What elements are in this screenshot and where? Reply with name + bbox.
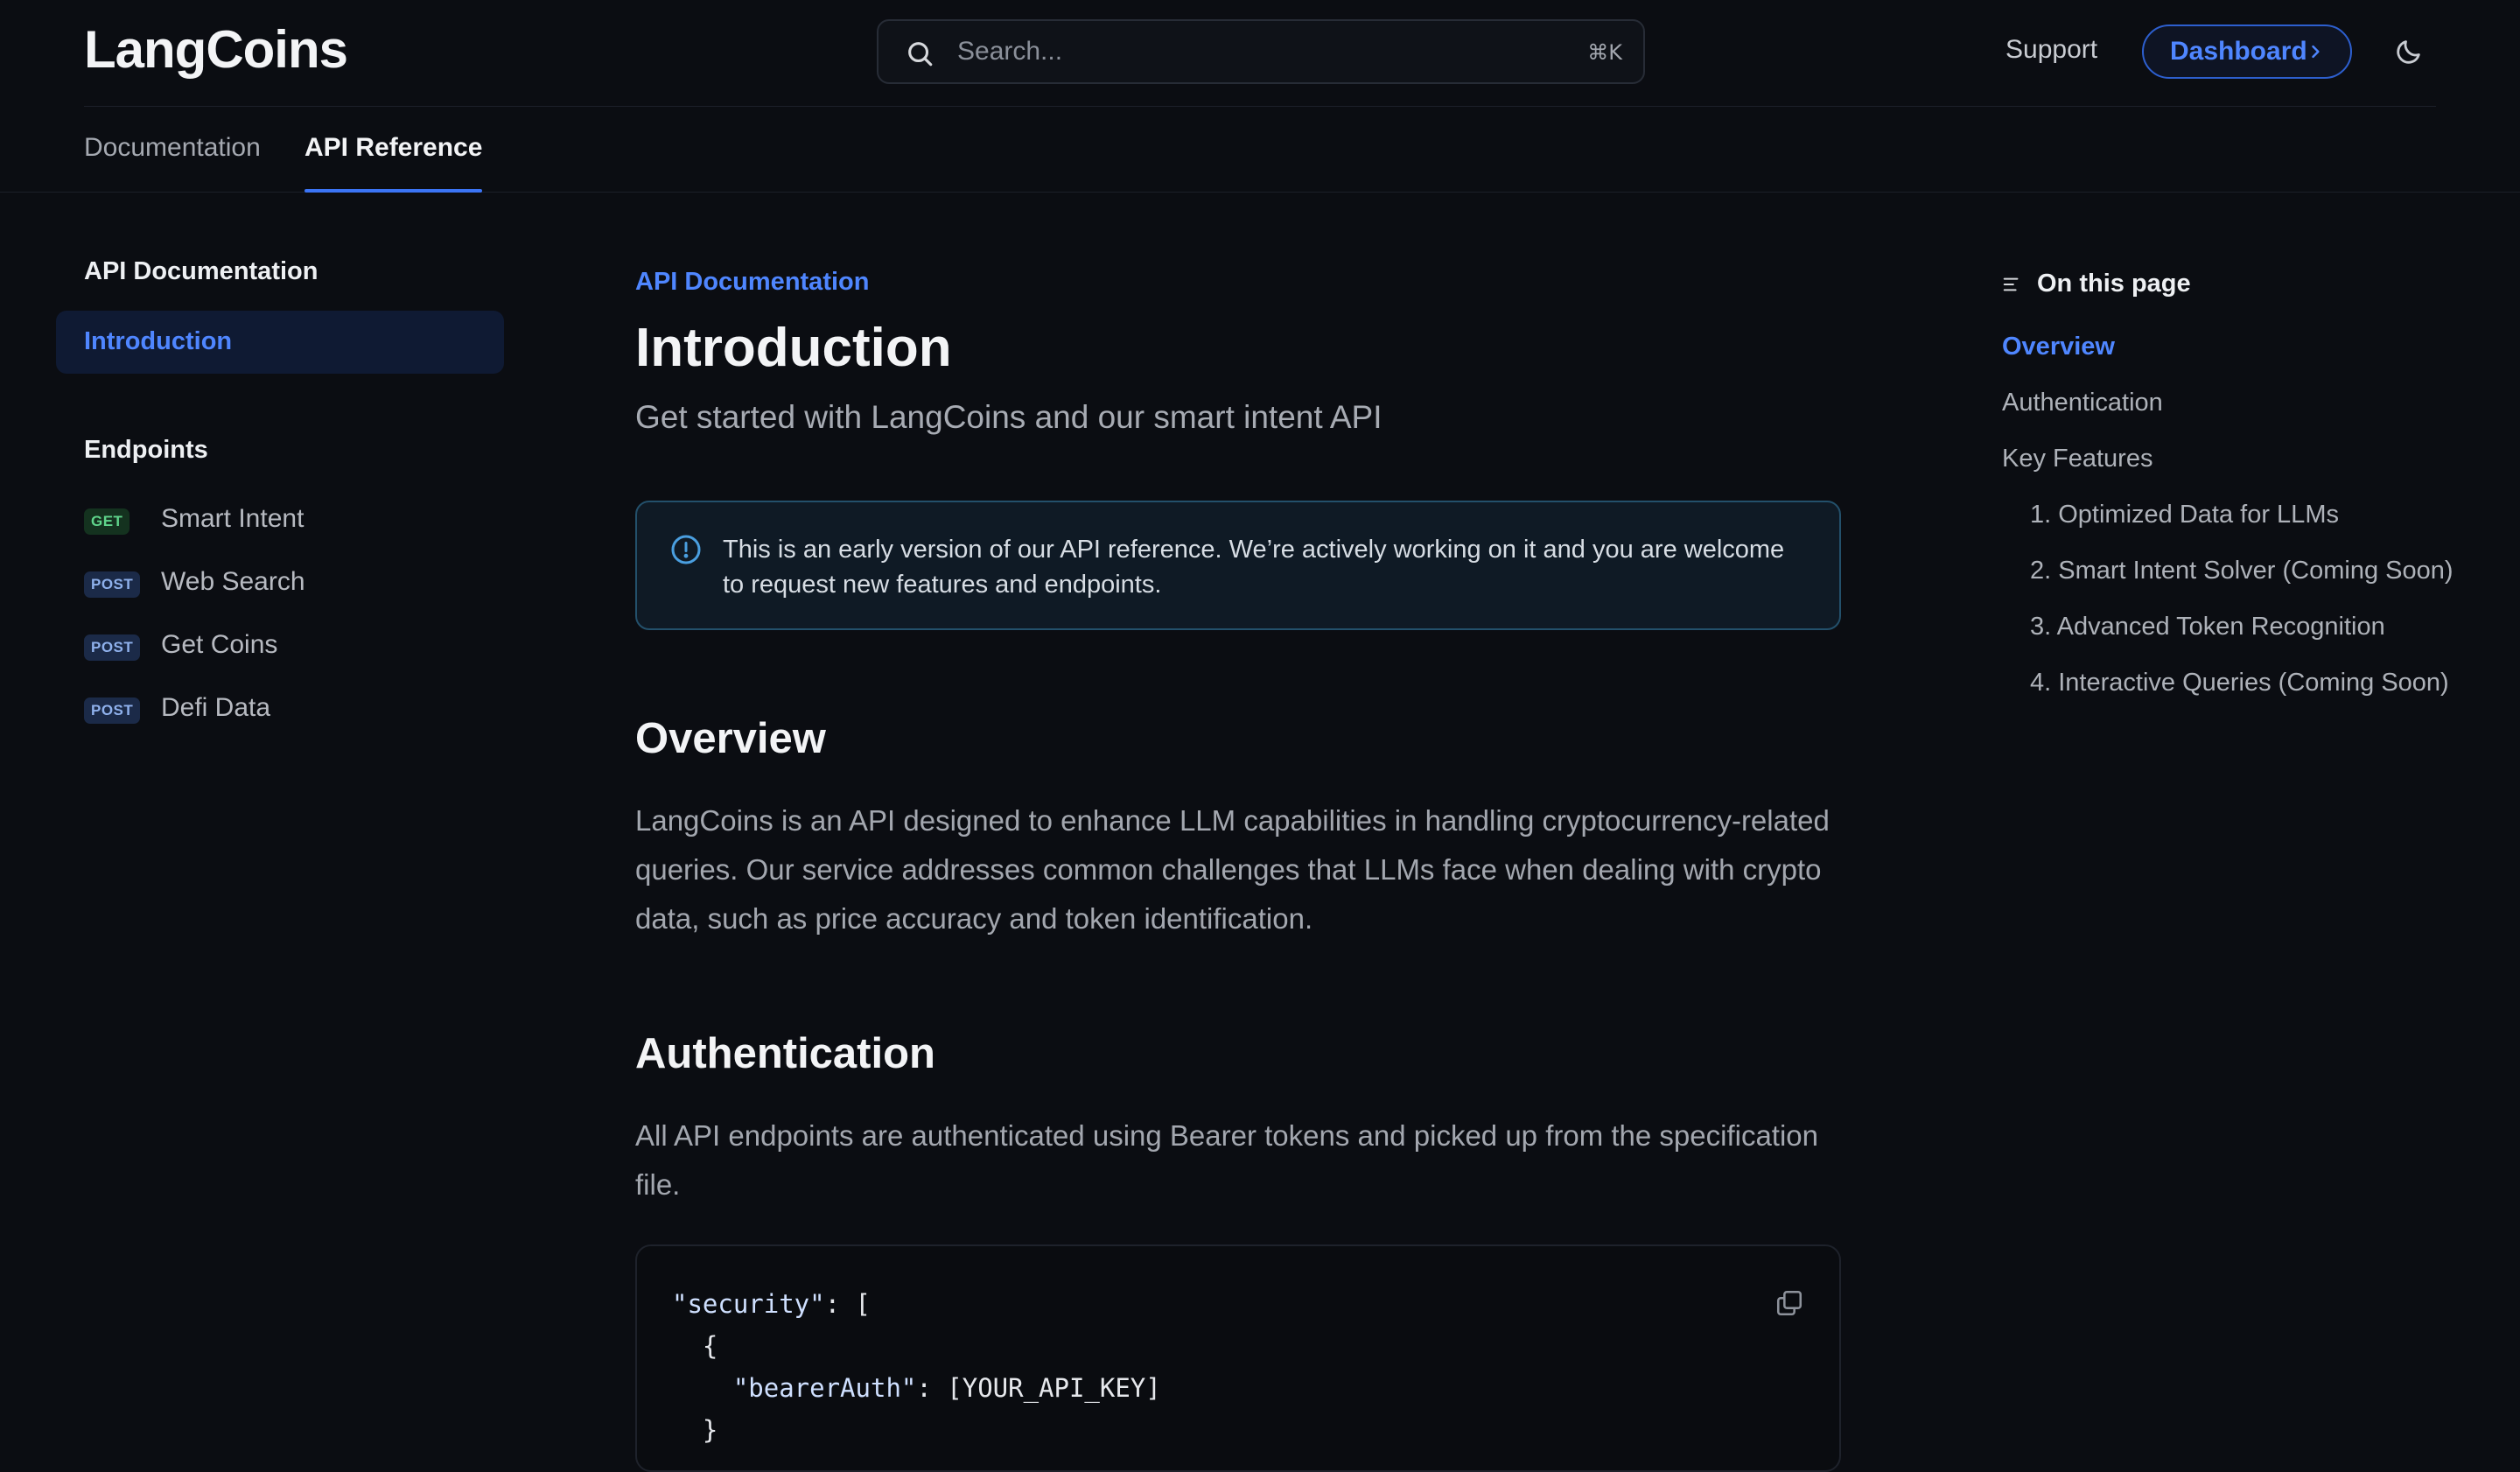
chevron-right-icon: [2306, 43, 2324, 60]
toc-title-label: On this page: [2037, 270, 2191, 298]
logo[interactable]: LangCoins: [84, 20, 347, 79]
code-content: [672, 1283, 1161, 1451]
overview-text: LangCoins is an API designed to enhance LLM capabilities in handling cryptocurrency-related queries. Our service addresses common challenges that LLMs face when dealing with crypto data, such as price accuracy and token identification.: [635, 804, 1830, 935]
toc-item-optimized-data[interactable]: 1. Optimized Data for LLMs: [2030, 501, 2339, 529]
info-callout: [635, 501, 1841, 630]
method-badge-post: POST: [84, 697, 140, 724]
code-token: }: [672, 1415, 718, 1445]
tab-documentation[interactable]: Documentation: [84, 133, 261, 162]
code-block[interactable]: [635, 1244, 1841, 1472]
toc-item-authentication[interactable]: Authentication: [2002, 389, 2163, 417]
moon-icon[interactable]: [2394, 37, 2424, 67]
toc-item-token-recognition[interactable]: 3. Advanced Token Recognition: [2030, 613, 2385, 641]
toc-item-overview[interactable]: Overview: [2002, 333, 2115, 361]
sidebar-item-label: Introduction: [84, 327, 233, 355]
search-placeholder: Search...: [957, 37, 1063, 66]
code-token: "bearerAuth": [732, 1373, 917, 1403]
sidebar-item-introduction[interactable]: [56, 311, 504, 374]
toc-item-smart-intent-solver[interactable]: 2. Smart Intent Solver (Coming Soon): [2030, 557, 2454, 585]
sidebar-endpoints-title: Endpoints: [84, 436, 208, 464]
search-icon: [905, 39, 934, 68]
breadcrumb[interactable]: API Documentation: [635, 268, 870, 296]
dashboard-button[interactable]: [2142, 25, 2352, 79]
list-icon: [2002, 275, 2021, 294]
authentication-heading: Authentication: [635, 1030, 935, 1077]
code-token: : [YOUR_API_KEY]: [916, 1373, 1161, 1403]
code-token: "security": [672, 1289, 825, 1319]
overview-heading: Overview: [635, 715, 826, 762]
tab-bar: [0, 107, 2520, 193]
page-subtitle: Get started with LangCoins and our smart intent API: [635, 399, 1382, 435]
method-badge-get: GET: [84, 508, 130, 535]
top-bar: [84, 0, 2436, 107]
sidebar-item-label: Web Search: [161, 567, 305, 596]
authentication-text: All API endpoints are authenticated using Bearer tokens and picked up from the specification file.: [635, 1119, 1819, 1201]
sidebar-section-title: API Documentation: [84, 257, 318, 285]
support-link[interactable]: Support: [2006, 35, 2098, 64]
method-badge-post: POST: [84, 571, 140, 598]
toc-item-interactive-queries[interactable]: 4. Interactive Queries (Coming Soon): [2030, 669, 2449, 697]
search-box[interactable]: [877, 19, 1645, 84]
toc-item-key-features[interactable]: Key Features: [2002, 445, 2153, 473]
copy-icon[interactable]: [1774, 1288, 1804, 1318]
callout-text: This is an early version of our API reference. We’re actively working on it and you are welcome to request new features and endpoints.: [723, 536, 1785, 599]
code-token: : [: [824, 1289, 871, 1319]
info-icon: [670, 534, 702, 565]
page-title: Introduction: [635, 318, 952, 378]
sidebar-item-label: Defi Data: [161, 693, 271, 722]
method-badge-post: POST: [84, 634, 140, 661]
search-shortcut: ⌘K: [1587, 40, 1622, 65]
tab-api-reference[interactable]: API Reference: [304, 133, 482, 193]
code-token: {: [672, 1331, 718, 1361]
sidebar-item-label: Get Coins: [161, 630, 278, 659]
sidebar-item-label: Smart Intent: [161, 504, 304, 533]
dashboard-label: Dashboard: [2170, 37, 2307, 66]
